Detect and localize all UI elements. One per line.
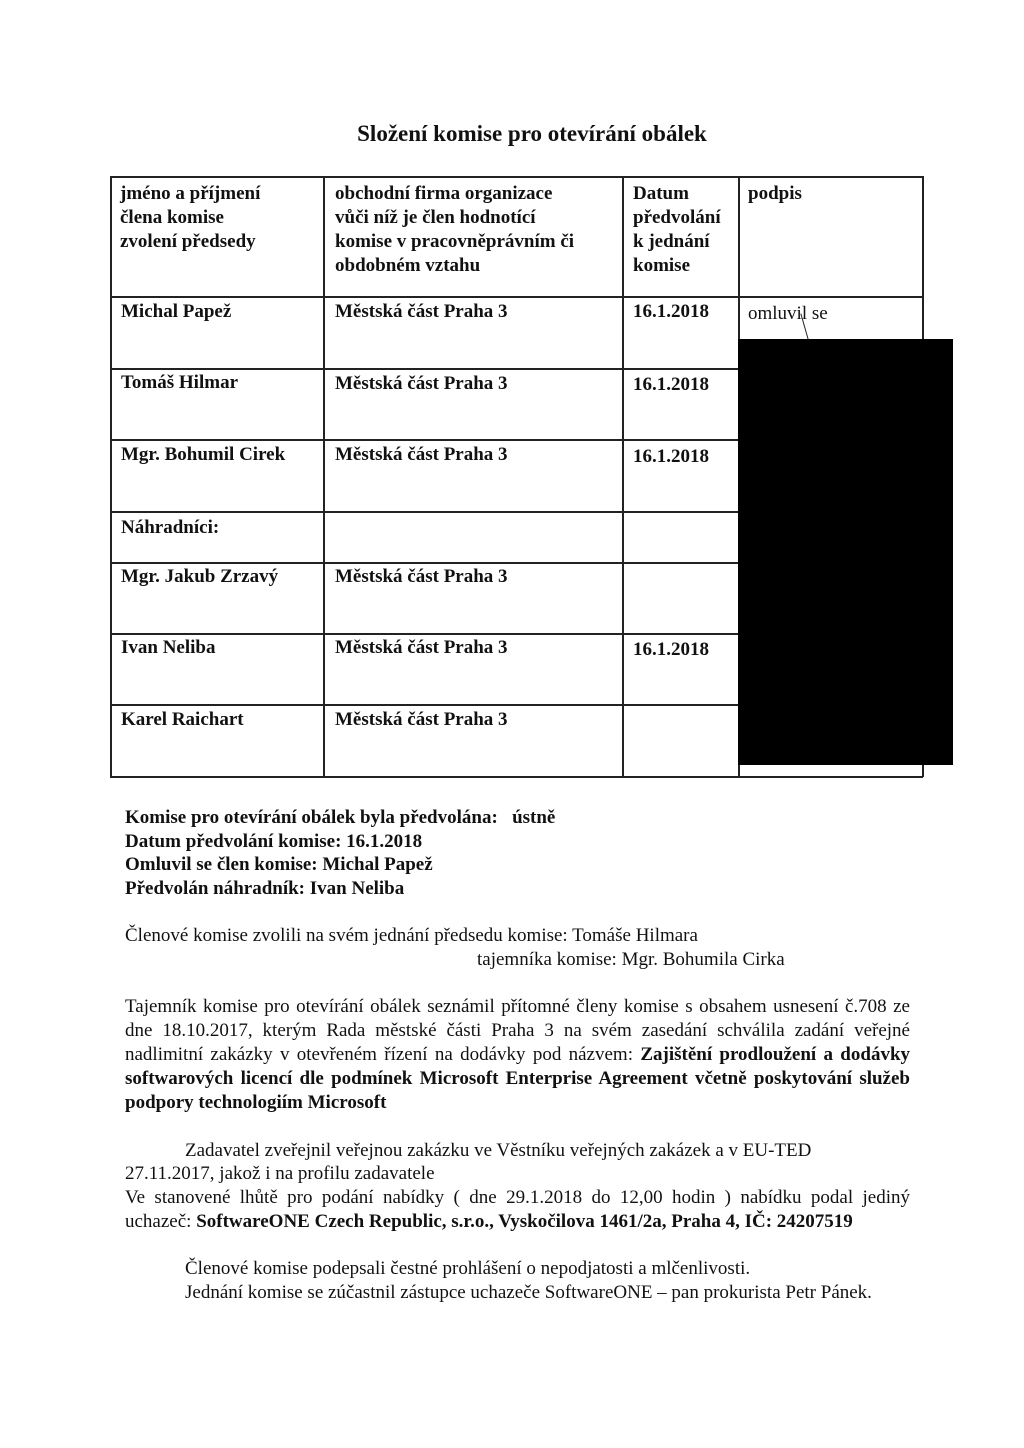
paragraph-declaration: Členové komise podepsali čestné prohlášení o nepodjatosti a mlčenlivosti.: [185, 1258, 751, 1279]
summary-excused: Omluvil se člen komise: Michal Papež: [125, 854, 433, 875]
header-organization: obchodní firma organizace vůči níž je člen hodnotící komise v pracovněprávním či obdobném vztahu: [335, 183, 575, 276]
paragraph-bidder: Ve stanovené lhůtě pro podání nabídky ( dne 29.1.2018 do 12,00 hodin ) nabídku podal jediný uchazeč: SoftwareONE Czech Republic, s.r.o., Vyskočilova 1461/2a, Praha 4, IČ: 24207519: [125, 1187, 910, 1232]
summary-date: Datum předvolání komise: 16.1.2018: [125, 831, 423, 852]
table-row-org: Městská část Praha 3: [335, 637, 508, 658]
election-chair: Členové komise zvolili na svém jednání předsedu komise: Tomáše Hilmara: [125, 925, 698, 946]
table-row-name: Tomáš Hilmar: [121, 372, 238, 393]
table-row-date: 16.1.2018: [633, 374, 709, 395]
table-row-name: Michal Papež: [121, 301, 232, 322]
table-row-date: 16.1.2018: [633, 639, 709, 660]
summary-substitute: Předvolán náhradník: Ivan Neliba: [125, 878, 405, 899]
table-row-date: 16.1.2018: [633, 446, 709, 467]
table-row-org: Městská část Praha 3: [335, 444, 508, 465]
table-row-date: 16.1.2018: [633, 301, 709, 322]
table-row-name: Ivan Neliba: [121, 637, 216, 658]
table-row-name: Náhradníci:: [121, 517, 220, 538]
header-signature: podpis: [748, 183, 802, 204]
header-name: jméno a příjmení člena komise zvolení předsedy: [120, 183, 261, 252]
table-row-org: Městská část Praha 3: [335, 301, 508, 322]
header-date: Datum předvolání k jednání komise: [633, 183, 721, 276]
summary-called: Komise pro otevírání obálek byla předvolána: ústně: [125, 807, 556, 828]
table-row-name: Mgr. Jakub Zrzavý: [121, 566, 279, 587]
paragraph-publication-date: 27.11.2017, jakož i na profilu zadavatele: [125, 1163, 435, 1184]
paragraph-publication: Zadavatel zveřejnil veřejnou zakázku ve Věstníku veřejných zakázek a v EU-TED: [185, 1140, 812, 1161]
paragraph-resolution: Tajemník komise pro otevírání obálek seznámil přítomné členy komise s obsahem usnesení č.708 ze dne 18.10.2017, kterým Rada městské části Praha 3 na svém zasedání schválila zadání veřejné nadlimitní zakázky v otevřeném řízení na dodávky pod názvem: Zajištění prodloužení a dodávky softwarových licencí dle podmínek Microsoft Enterprise Agreement včetně poskytování služeb podpory technologiím Microsoft: [125, 996, 911, 1113]
table-row-name: Karel Raichart: [121, 709, 244, 730]
table-row-org: Městská část Praha 3: [335, 373, 508, 394]
election-secretary: tajemníka komise: Mgr. Bohumila Cirka: [477, 949, 785, 970]
table-row-signature: omluvil se: [748, 303, 828, 324]
document-title: Složení komise pro otevírání obálek: [357, 121, 707, 146]
table-row-org: Městská část Praha 3: [335, 566, 508, 587]
table-row-org: Městská část Praha 3: [335, 709, 508, 730]
paragraph-attendance: Jednání komise se zúčastnil zástupce uchazeče SoftwareONE – pan prokurista Petr Pánek.: [185, 1282, 872, 1303]
redaction-box: [738, 339, 953, 765]
table-row-name: Mgr. Bohumil Cirek: [121, 444, 286, 465]
